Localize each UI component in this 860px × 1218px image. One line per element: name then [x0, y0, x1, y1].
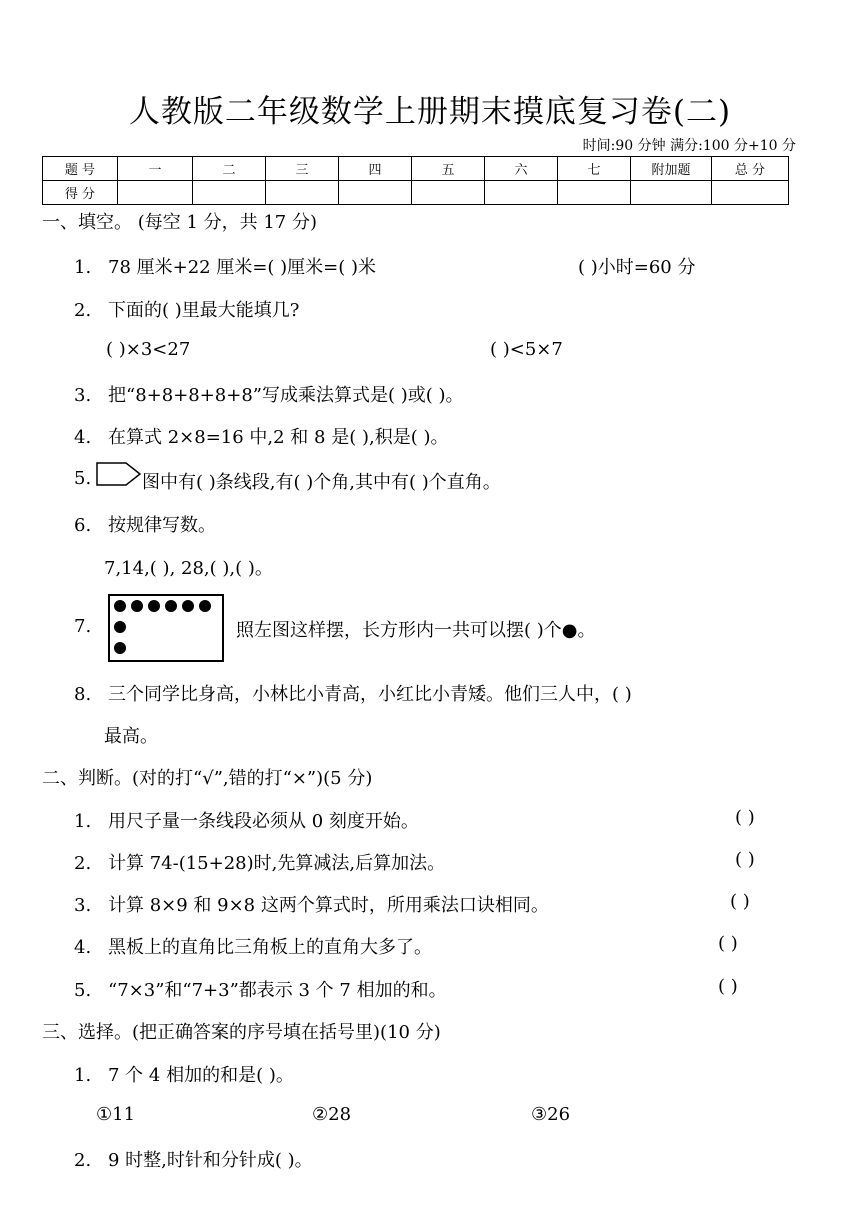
header-cell: 六: [485, 157, 558, 181]
section3-heading: 三、选择。(把正确答案的序号填在括号里)(10 分): [42, 1022, 441, 1043]
judge-item: [74, 849, 445, 875]
header-cell: 附加题: [631, 157, 712, 181]
score-cell[interactable]: [193, 181, 266, 205]
section2-heading: 二、判断。(对的打“√”,错的打“×”)(5 分): [42, 768, 373, 789]
question-text: 黑板上的直角比三角板上的直角大多了。: [108, 937, 432, 958]
choice-question-2: [74, 1146, 313, 1172]
question-text: “7×3”和“7+3”都表示 3 个 7 相加的和。: [108, 980, 447, 1001]
question-number: 4.: [74, 427, 92, 448]
question-number: 1.: [74, 811, 92, 832]
question-3: [74, 381, 464, 407]
judge-item: [74, 891, 549, 917]
choice-option: ①11: [96, 1104, 136, 1125]
question-number: 4.: [74, 937, 92, 958]
answer-parentheses[interactable]: ( ): [735, 849, 755, 870]
score-cell[interactable]: [118, 181, 193, 205]
score-table-header-row: [43, 157, 789, 181]
question-text: 把“8+8+8+8+8”写成乘法算式是( )或( )。: [108, 385, 464, 406]
question-text: 下面的( )里最大能填几?: [108, 300, 300, 321]
score-cell[interactable]: [339, 181, 412, 205]
question-4: [74, 423, 448, 449]
choice-option: ②28: [312, 1104, 352, 1125]
page-title: 人教版二年级数学上册期末摸底复习卷(二): [128, 94, 732, 130]
question-number: 8.: [74, 684, 92, 705]
question-8: [74, 680, 632, 706]
answer-parentheses[interactable]: ( ): [718, 933, 738, 954]
question-7: [74, 616, 108, 637]
pentagon-arrow-figure: [96, 461, 142, 487]
question-text: 用尺子量一条线段必须从 0 刻度开始。: [108, 811, 419, 832]
section1-heading: 一、填空。 (每空 1 分，共 17 分): [42, 212, 318, 233]
dot: [114, 642, 126, 654]
question-6: [74, 511, 216, 537]
question-text: 照左图这样摆，长方形内一共可以摆( )个●。: [236, 620, 596, 641]
judge-item: [74, 976, 447, 1002]
dot: [165, 600, 177, 612]
header-cell: 三: [266, 157, 339, 181]
question-number: 5.: [74, 468, 92, 489]
score-cell[interactable]: [558, 181, 631, 205]
question-text: 计算 8×9 和 9×8 这两个算式时，所用乘法口诀相同。: [108, 895, 549, 916]
header-cell: 五: [412, 157, 485, 181]
dot-rectangle-figure: [108, 594, 224, 662]
score-table-score-row: [43, 181, 789, 205]
question-text: 三个同学比身高，小林比小青高，小红比小青矮。他们三人中，( ): [108, 684, 632, 705]
question-2-part-a: ( )×3<27: [106, 339, 191, 360]
header-cell: 二: [193, 157, 266, 181]
choice-option: ③26: [531, 1104, 571, 1125]
question-number: 3.: [74, 385, 92, 406]
question-number: 6.: [74, 515, 92, 536]
question-number: 2.: [74, 300, 92, 321]
dot: [182, 600, 194, 612]
header-cell: 总 分: [712, 157, 789, 181]
question-text-continued: 最高。: [104, 726, 158, 747]
score-label-cell: 得 分: [43, 181, 118, 205]
score-cell[interactable]: [712, 181, 789, 205]
score-cell[interactable]: [485, 181, 558, 205]
question-text: 在算式 2×8=16 中,2 和 8 是( ),积是( )。: [108, 427, 449, 448]
dot: [114, 600, 126, 612]
question-2: [74, 296, 299, 322]
question-2-part-b: ( )<5×7: [490, 339, 563, 360]
question-number: 7.: [74, 616, 92, 637]
answer-parentheses[interactable]: ( ): [730, 891, 750, 912]
question-number: 1.: [74, 257, 92, 278]
question-text: 按规律写数。: [108, 515, 216, 536]
header-cell: 一: [118, 157, 193, 181]
question-text: 图中有( )条线段,有( )个角,其中有( )个直角。: [142, 472, 501, 493]
header-cell: 四: [339, 157, 412, 181]
judge-item: [74, 933, 432, 959]
question-number: 2.: [74, 853, 92, 874]
score-cell[interactable]: [412, 181, 485, 205]
question-text: 7 个 4 相加的和是( )。: [108, 1065, 294, 1086]
dot: [114, 621, 126, 633]
question-number: 5.: [74, 980, 92, 1001]
time-info: 时间:90 分钟 满分:100 分+10 分: [582, 138, 796, 154]
question-number: 2.: [74, 1150, 92, 1171]
question-number: 3.: [74, 895, 92, 916]
question-1: [74, 253, 376, 279]
number-sequence: 7,14,( ), 28,( ),( )。: [104, 558, 273, 579]
question-text: 9 时整,时针和分针成( )。: [108, 1150, 313, 1171]
question-text: 78 厘米+22 厘米=( )厘米=( )米: [108, 257, 377, 278]
dot: [131, 600, 143, 612]
dot: [199, 600, 211, 612]
answer-parentheses[interactable]: ( ): [735, 807, 755, 828]
header-cell: 七: [558, 157, 631, 181]
header-cell: 题 号: [43, 157, 118, 181]
question-text: 计算 74-(15+28)时,先算减法,后算加法。: [108, 853, 446, 874]
score-cell[interactable]: [266, 181, 339, 205]
answer-parentheses[interactable]: ( ): [718, 976, 738, 997]
question-1-part-b: ( )小时=60 分: [578, 257, 696, 278]
dot: [148, 600, 160, 612]
choice-question-1: [74, 1061, 294, 1087]
score-cell[interactable]: [631, 181, 712, 205]
question-number: 1.: [74, 1065, 92, 1086]
score-table: [42, 156, 789, 205]
judge-item: [74, 807, 419, 833]
